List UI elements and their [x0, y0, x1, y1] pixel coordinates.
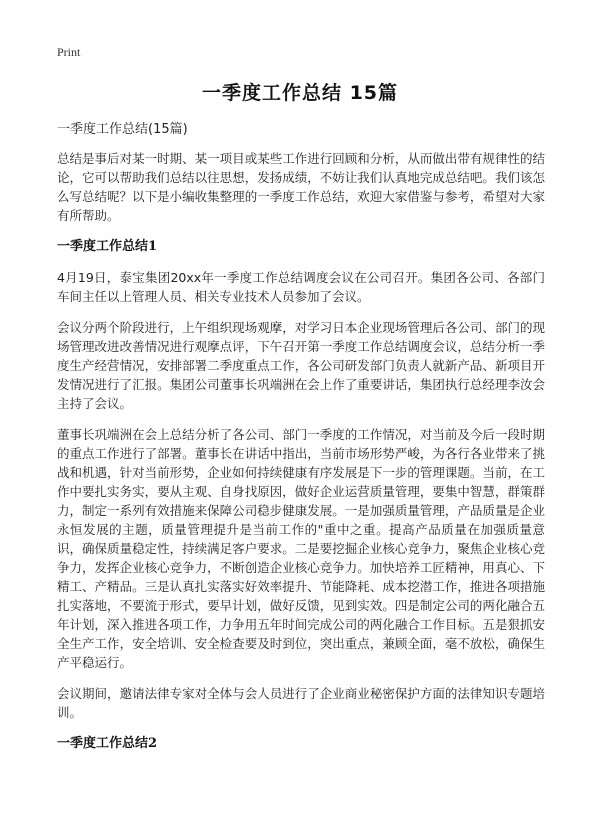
print-link[interactable]: Print: [57, 45, 81, 59]
document-title: 一季度工作总结 15篇: [201, 82, 399, 104]
section-heading-1: 一季度工作总结1: [57, 239, 158, 254]
section1-paragraph-1: 4月19日，泰宝集团20xx年一季度工作总结调度会议在公司召开。集团各公司、各部门车间主任以上管理人员、相关专业技术人员参加了会议。: [57, 270, 545, 304]
document-subtitle: 一季度工作总结(15篇): [57, 122, 188, 137]
section1-paragraph-2: 会议分两个阶段进行，上午组织现场观摩，对学习日本企业现场管理后各公司、部门的现场管理改进改善情况进行观摩点评，下午召开第一季度工作总结调度会议，总结分析一季度生产经营情况，安排部署二季度重点工作，各公司研发部门负责人就新产品、新项目开发情况进行了汇报。集团公司董事长巩端洲在会上作了重要讲话，集团执行总经理李汝会主持了会议。: [57, 320, 545, 411]
section-heading-2: 一季度工作总结2: [57, 736, 158, 751]
document-body: [57, 120, 545, 765]
section1-paragraph-4: 会议期间，邀请法律专家对全体与会人员进行了企业商业秘密保护方面的法律知识专题培训。: [57, 686, 545, 720]
section1-paragraph-3: 董事长巩端洲在会上总结分析了各公司、部门一季度的工作情况，对当前及今后一段时期的重点工作进行了部署。董事长在讲话中指出，当前市场形势严峻，为各行各业带来了挑战和机遇，针对当前形势，企业如何持续健康有序发展是下一步的管理课题。当前，在工作中要扎实务实，要从主观、自身找原因，做好企业运营质量管理，要集中智慧，群策群力，制定一系列有效措施来保障公司稳步健康发展。一是加强质量管理，产品质量是企业永恒发展的主题，质量管理提升是当前工作的"重中之重。提高产品质量在加强质量意识，确保质量稳定性，持续满足客户要求。二是要挖掘企业核心竞争力，聚焦企业核心竞争力，发挥企业核心竞争力，不断创造企业核心竞争力。加快培养工匠精神，用真心、下精工、产精品。三是认真扎实落实好效率提升、节能降耗、成本挖潜工作，推进各项措施扎实落地，不要流于形式，要早计划，做好反馈，见到实效。四是制定公司的两化融合五年计划，深入推进各项工作，力争用五年时间完成公司的两化融合工作目标。五是狠抓安全生产工作，安全培训、安全检查要及时到位，突出重点，兼顾全面，毫不放松，确保生产平稳运行。: [57, 427, 545, 670]
intro-paragraph: 总结是事后对某一时期、某一项目或某些工作进行回顾和分析，从而做出带有规律性的结论，它可以帮助我们总结以往思想，发扬成绩，不妨让我们认真地完成总结吧。我们该怎么写总结呢？以下是小编收集整理的一季度工作总结，欢迎大家借鉴与参考，希望对大家有所帮助。: [57, 151, 545, 223]
